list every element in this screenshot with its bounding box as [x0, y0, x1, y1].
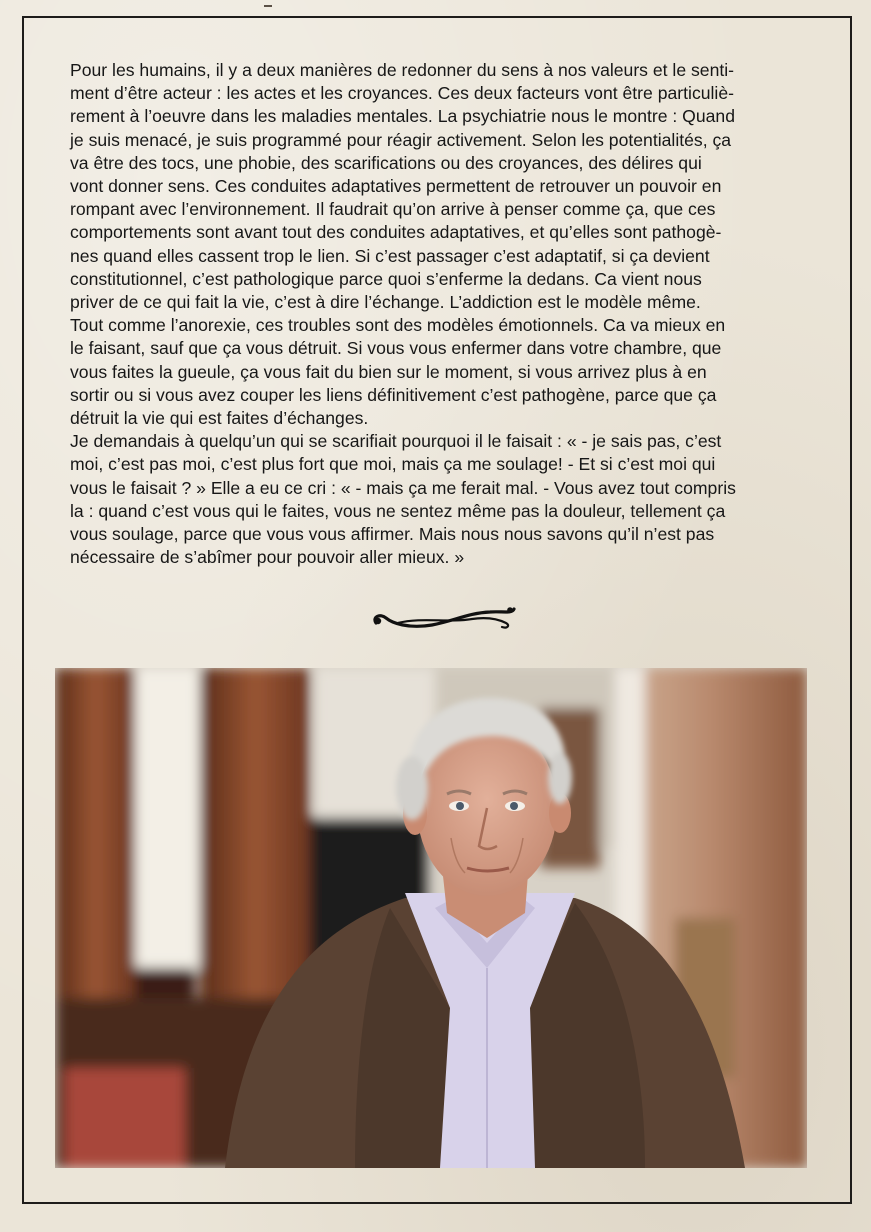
article-paragraph-2: Je demandais à quelqu’un qui se scarifiait pourquoi il le faisait : « - je sais pas, c’est moi, c’est pas moi, c’est plus fort que moi, mais ça me soulage! - Et si c’est moi qui vous le faisait ? » Elle a eu ce cri : « - mais ça me ferait mal. - Vous avez tout compris la : quand c’est vous qui le faites, vous ne sentez même pas la douleur, tellement ça vous soulage, parce que vous vous affirmer. Mais nous nous savons qu’il n’est pas nécessaire de s’abîmer pour pouvoir aller mieux. »: [70, 431, 736, 568]
page-tick-mark: [264, 5, 272, 7]
article-paragraph-1: Pour les humains, il y a deux manières de redonner du sens à nos valeurs et le senti- ment d’être acteur : les actes et les croyances. Ces deux facteurs vont être particuliè- rement à l’oeuvre dans les maladies mentales. La psychiatrie nous le montre : Quand je suis menacé, je suis programmé pour réagir activement. Selon les potentialités, ça va être des tocs, une phobie, des scarifications ou des croyances, des délires qui vont donner sens. Ces conduites adaptatives permettent de retrouver un pouvoir en rompant avec l’environnement. Il faudrait qu’on arrive à penser comme ça, que ces comportements sont avant tout des conduites adaptatives, et qu’elles sont pathogè- nes quand elles cassent trop le lien. Si c’est passager c’est adaptatif, si ça devient constitutionnel, c’est pathologique parce quoi s’enferme la dedans. Ca vient nous priver de ce qui fait la vie, c’est à dire l’échange. L’addiction est le modèle même. Tout comme l’anorexie, ces troubles sont des modèles émotionnels. Ca va mieux en le faisant, sauf que ça vous détruit. Si vous vous enfermer dans votre chambre, que vous faites la gueule, ça vous fait du bien sur le moment, si vous arrivez plus à en sortir ou si vous avez couper les liens définitivement c’est pathogène, parce que ça détruit la vie qui est faites d’échanges.: [70, 60, 736, 429]
flourish-ornament-icon: [368, 603, 518, 633]
article-body: [70, 59, 822, 569]
portrait-photo: [55, 668, 807, 1168]
